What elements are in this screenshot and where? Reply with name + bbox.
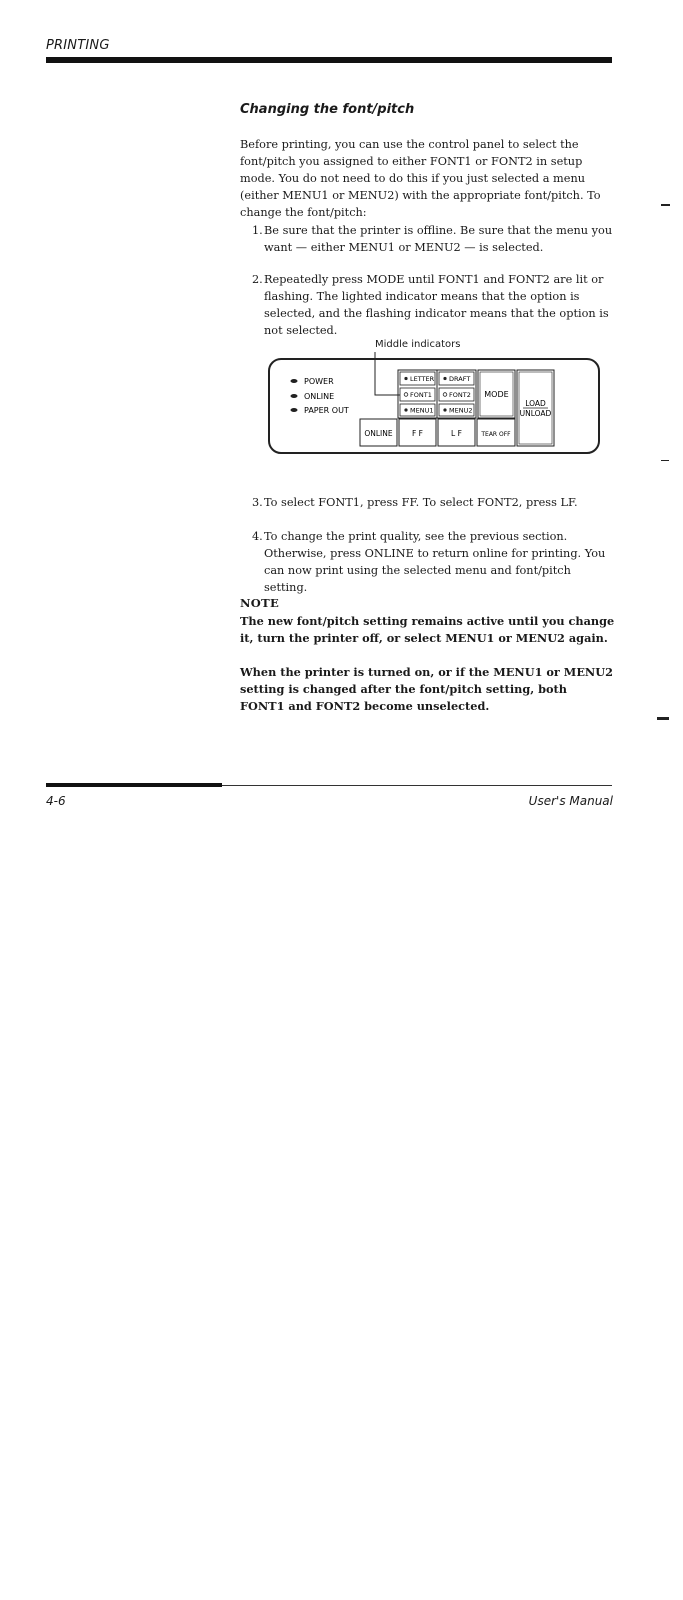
note-label: NOTE <box>240 596 280 610</box>
footer-rule-thick <box>46 783 222 787</box>
step-4 <box>252 528 616 596</box>
step-number: 3. <box>252 496 263 509</box>
unload-label: UNLOAD <box>519 409 552 418</box>
indicator-lit-dot <box>443 408 446 411</box>
step-number: 4. <box>252 530 263 543</box>
intro-paragraph: Before printing, you can use the control panel to select the font/pitch you assigned to either FONT1 or FONT2 in setup mode. You do not need to do this if you just selected a menu (either MENU1 or MENU2) with the appropriate font/pitch. To change the font/pitch: <box>240 138 601 219</box>
diagram-caption: Middle indicators <box>375 339 461 350</box>
indicator-flash-dot <box>404 393 408 397</box>
scan-margin-mark <box>657 717 669 720</box>
lamp-dot <box>291 379 298 383</box>
indicator-lit-dot <box>404 408 407 411</box>
ff-button-label: F F <box>411 429 424 438</box>
step-text: To change the print quality, see the previous section. Otherwise, press ONLINE to return online for printing. You can now print using the selected menu and font/pitch setting. <box>264 530 606 594</box>
step-3 <box>252 494 616 511</box>
header-rule <box>46 57 612 63</box>
indicator-label: MENU1 <box>410 406 434 415</box>
indicator-lit-dot <box>404 377 407 380</box>
page-number: 4-6 <box>46 794 66 808</box>
indicator-lit-dot <box>443 377 446 380</box>
indicator-label: DRAFT <box>449 375 471 383</box>
lf-button-label: L F <box>451 429 462 438</box>
indicator-label: FONT1 <box>410 391 432 399</box>
control-panel-diagram <box>268 352 604 458</box>
section-title: Changing the font/pitch <box>240 102 415 117</box>
load-label: LOAD <box>525 399 546 408</box>
manual-title: User's Manual <box>528 794 613 808</box>
step-number: 1. <box>252 224 263 237</box>
lamp-dot <box>291 394 298 398</box>
step-text: Be sure that the printer is offline. Be sure that the menu you want — either MENU1 or MENU2 — is selected. <box>264 224 613 254</box>
step-number: 2. <box>252 273 263 286</box>
indicator-label: MENU2 <box>449 406 473 415</box>
mode-button-label: MODE <box>484 390 509 399</box>
indicator-flash-dot <box>443 393 447 397</box>
step-text: Repeatedly press MODE until FONT1 and FONT2 are lit or flashing. The lighted indicator means that the option is selected, and the flashing indicator means that the option is not selected. <box>264 273 609 337</box>
step-text: To select FONT1, press FF. To select FONT2, press LF. <box>264 496 578 509</box>
indicator-bracket <box>375 366 400 395</box>
step-1 <box>252 222 616 256</box>
scan-margin-mark <box>661 204 670 206</box>
indicator-label: LETTER <box>410 375 435 383</box>
note-paragraph: When the printer is turned on, or if the MENU1 or MENU2 setting is changed after the font/pitch setting, both FONT1 and FONT2 become unselected. <box>240 665 613 713</box>
footer-rule-thin <box>222 785 612 786</box>
indicator-label: FONT2 <box>449 391 471 399</box>
lamp-label: ONLINE <box>304 392 335 401</box>
step-2 <box>252 271 616 339</box>
lamp-label: POWER <box>304 377 334 386</box>
online-button-label: ONLINE <box>364 429 393 438</box>
note-paragraph: The new font/pitch setting remains active until you change it, turn the printer off, or select MENU1 or MENU2 again. <box>240 614 615 645</box>
scan-margin-mark <box>661 460 669 461</box>
running-header: PRINTING <box>46 38 110 53</box>
tear-off-button-label: TEAR OFF <box>481 431 511 438</box>
lamp-dot <box>291 408 298 412</box>
lamp-label: PAPER OUT <box>304 406 349 415</box>
